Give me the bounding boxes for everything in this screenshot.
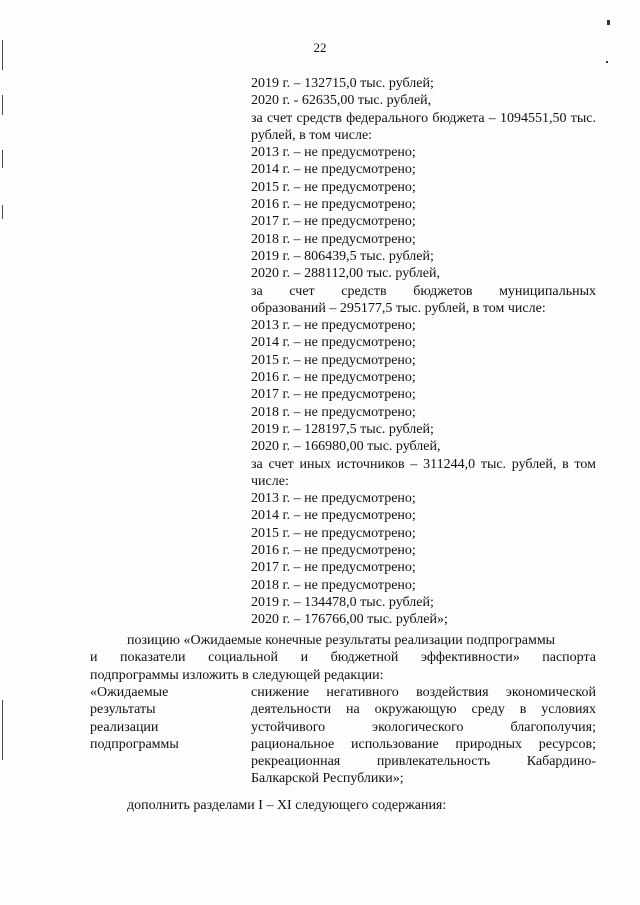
results-value-line: деятельности на окружающую среду в условиях: [251, 702, 596, 718]
other-year-line: 2013 г. – не предусмотрено;: [251, 491, 416, 507]
other-year-line: 2019 г. – 134478,0 тыс. рублей;: [251, 594, 434, 610]
other-year-line: 2017 г. – не предусмотрено;: [251, 560, 416, 576]
results-label-line: подпрограммы: [90, 736, 179, 752]
federal-year-line: 2015 г. – не предусмотрено;: [251, 179, 416, 195]
results-value-line: снижение негативного воздействия экономической: [251, 685, 596, 700]
federal-year-line: 2019 г. – 806439,5 тыс. рублей;: [251, 248, 434, 264]
results-value-line: устойчивого экологического благополучия;: [251, 719, 596, 735]
scan-margin-mark: [2, 95, 3, 115]
results-label-line: реализации: [90, 719, 159, 735]
results-value-line: Балкарской Республики»;: [251, 771, 404, 787]
municipal-year-line: 2018 г. – не предусмотрено;: [251, 404, 416, 420]
scan-speck: [606, 61, 608, 63]
federal-year-line: 2013 г. – не предусмотрено;: [251, 145, 416, 161]
federal-year-line: 2014 г. – не предусмотрено;: [251, 162, 416, 178]
federal-year-line: 2017 г. – не предусмотрено;: [251, 214, 416, 230]
results-label-line: результаты: [90, 702, 156, 718]
results-label: [90, 684, 240, 753]
funding-line: 2019 г. – 132715,0 тыс. рублей;: [251, 76, 434, 91]
municipal-year-line: 2017 г. – не предусмотрено;: [251, 387, 416, 403]
other-year-line: 2015 г. – не предусмотрено;: [251, 525, 416, 541]
municipal-year-line: 2015 г. – не предусмотрено;: [251, 352, 416, 368]
closing-instruction: дополнить разделами I – XI следующего содержания:: [127, 798, 447, 813]
other-year-line: 2020 г. – 176766,00 тыс. рублей»;: [251, 612, 448, 628]
municipal-year-line: 2020 г. – 166980,00 тыс. рублей,: [251, 439, 441, 455]
federal-year-line: 2018 г. – не предусмотрено;: [251, 231, 416, 247]
municipal-budget-intro-cont: образований – 295177,5 тыс. рублей, в том числе:: [251, 300, 546, 316]
scan-margin-mark: [2, 150, 3, 168]
scan-speck: [607, 20, 610, 25]
municipal-year-line: 2016 г. – не предусмотрено;: [251, 370, 416, 386]
other-year-line: 2016 г. – не предусмотрено;: [251, 543, 416, 559]
municipal-year-line: 2014 г. – не предусмотрено;: [251, 335, 416, 351]
municipal-year-line: 2013 г. – не предусмотрено;: [251, 318, 416, 334]
federal-year-line: 2020 г. – 288112,00 тыс. рублей,: [251, 266, 440, 282]
scan-margin-mark: [2, 205, 3, 219]
funding-line: 2020 г. - 62635,00 тыс. рублей,: [251, 93, 432, 109]
other-sources-intro: за счет иных источников – 311244,0 тыс. рублей, в том числе:: [251, 456, 596, 489]
results-value-line: рациональное использование природных ресурсов;: [251, 736, 596, 752]
results-label-line: «Ожидаемые: [90, 685, 169, 700]
scan-margin-mark: [2, 700, 3, 760]
funding-breakdown: [251, 75, 596, 629]
municipal-year-line: 2019 г. – 128197,5 тыс. рублей;: [251, 421, 434, 437]
paragraph-line: подпрограммы изложить в следующей редакции:: [90, 667, 384, 683]
page-number: 22: [313, 40, 327, 55]
results-value: [251, 684, 596, 788]
municipal-budget-intro: за счет средств бюджетов муниципальных: [251, 283, 596, 299]
federal-budget-intro: за счет средств федерального бюджета – 1094551,50 тыс. рублей, в том числе:: [251, 110, 596, 143]
federal-year-line: 2016 г. – не предусмотрено;: [251, 197, 416, 213]
position-paragraph: [90, 632, 596, 684]
results-value-line: рекреационная привлекательность Кабардино-: [251, 754, 596, 770]
paragraph-line: и показатели социальной и бюджетной эффективности» паспорта: [90, 650, 596, 666]
paragraph-line: позицию «Ожидаемые конечные результаты реализации подпрограммы: [127, 633, 556, 648]
other-year-line: 2018 г. – не предусмотрено;: [251, 577, 416, 593]
other-year-line: 2014 г. – не предусмотрено;: [251, 508, 416, 524]
